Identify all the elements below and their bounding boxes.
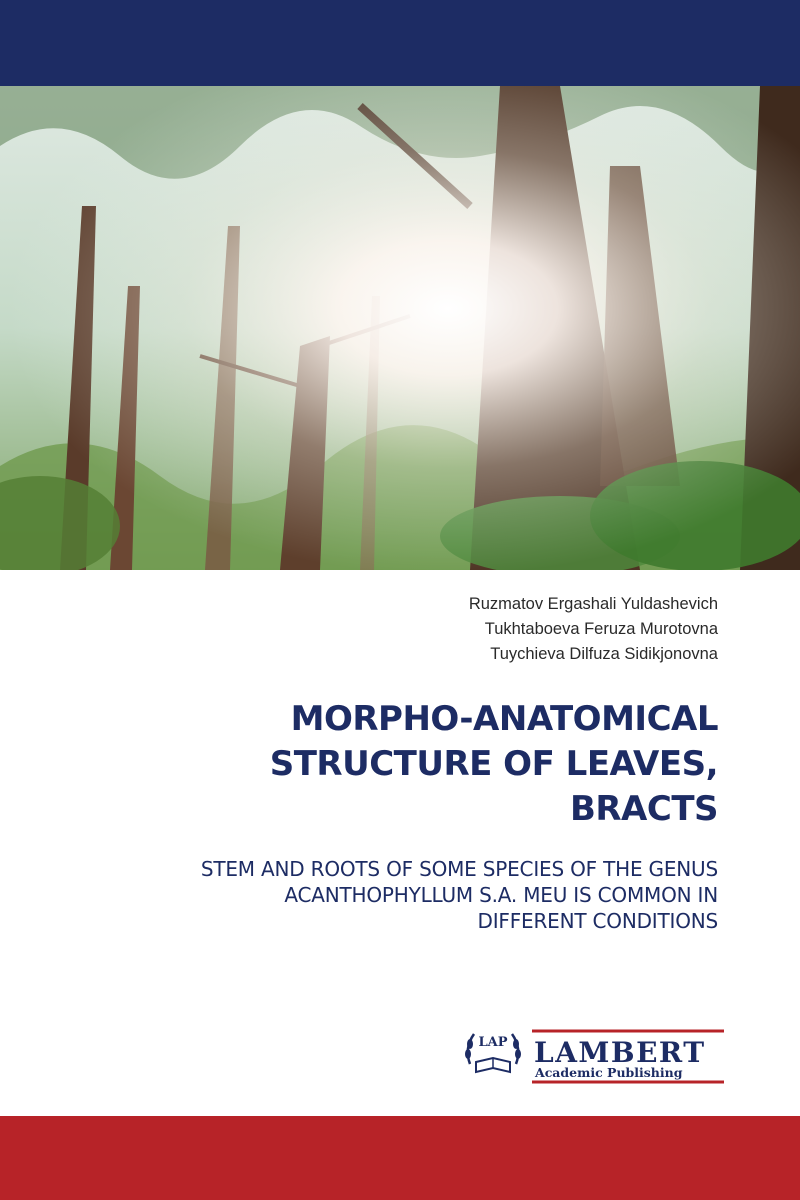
publisher-tagline: Academic Publishing [535,1065,683,1080]
publisher-logo [462,1024,724,1084]
book-subtitle-line: DIFFERENT CONDITIONS [477,909,718,933]
book-title-line: MORPHO-ANATOMICAL [290,699,718,739]
author-name: Tuychieva Dilfuza Sidikjonovna [490,645,718,663]
cover-photo-forest [0,86,800,570]
author-name: Tukhtaboeva Feruza Murotovna [484,620,718,638]
bottom-color-band [0,1116,800,1200]
book-subtitle-line: ACANTHOPHYLLUM S.A. MEU IS COMMON IN [284,883,718,907]
book-title-line: STRUCTURE OF LEAVES, [269,744,718,784]
author-list [198,592,718,667]
top-color-band [0,0,800,86]
book-title-line: BRACTS [569,789,718,829]
publisher-name: LAMBERT [534,1036,706,1069]
author-name: Ruzmatov Ergashali Yuldashevich [468,595,718,613]
book-title [98,697,718,832]
book-subtitle [58,856,718,934]
book-subtitle-line: STEM AND ROOTS OF SOME SPECIES OF THE GENUS [200,857,718,881]
emblem-text: LAP [478,1035,508,1050]
laurel-book-icon [465,1034,521,1072]
